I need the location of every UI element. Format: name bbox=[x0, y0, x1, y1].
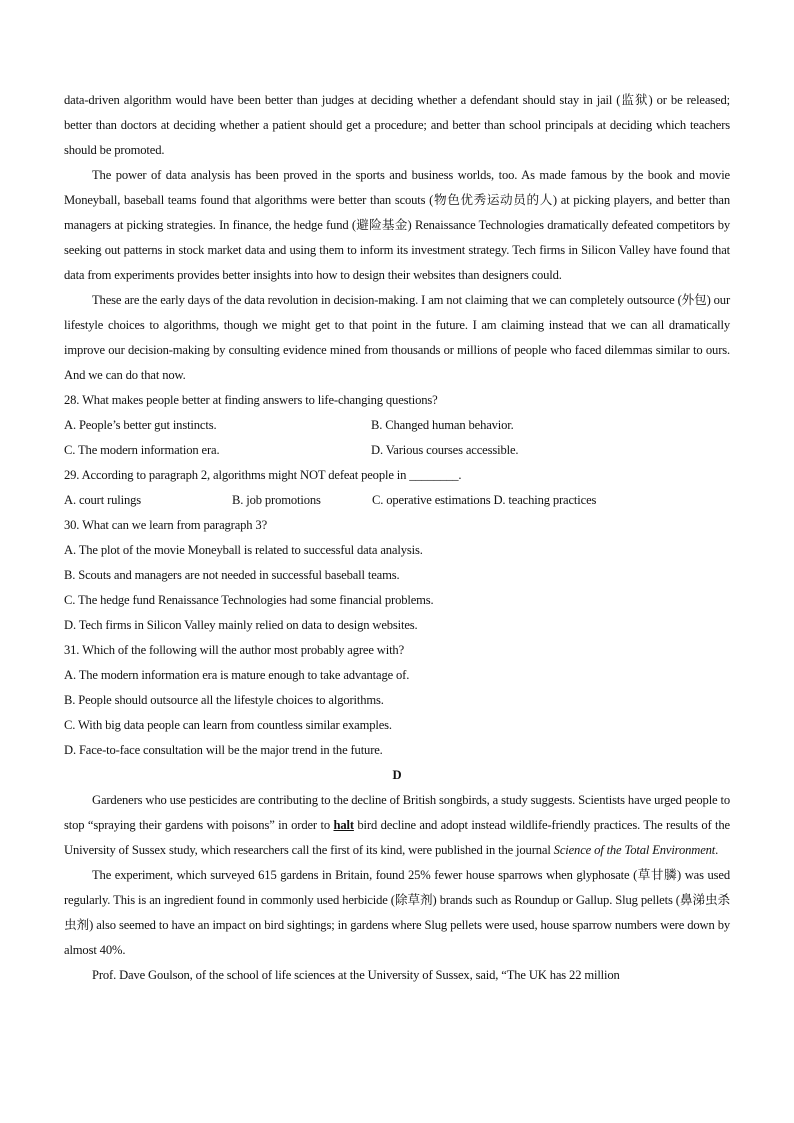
question-31-option-d: D. Face-to-face consultation will be the major trend in the future. bbox=[64, 743, 383, 757]
paragraph-1: data-driven algorithm would have been better than judges at deciding whether a defendant should stay in jail (监狱) or be released; better than doctors at deciding whether a patient should get a procedure; and better than school principals at deciding which teachers should be promoted. bbox=[64, 93, 730, 157]
question-29-option-c: C. operative estimations bbox=[372, 493, 491, 507]
document-page bbox=[64, 88, 730, 988]
question-28-stem: 28. What makes people better at finding answers to life-changing questions? bbox=[64, 393, 438, 407]
question-30-option-b: B. Scouts and managers are not needed in successful baseball teams. bbox=[64, 568, 400, 582]
question-31-option-a: A. The modern information era is mature enough to take advantage of. bbox=[64, 668, 410, 682]
question-31-stem: 31. Which of the following will the author most probably agree with? bbox=[64, 643, 405, 657]
question-29 bbox=[64, 463, 730, 513]
paragraph-2: The power of data analysis has been proved in the sports and business worlds, too. As made famous by the book and movie Moneyball, baseball teams found that algorithms were better than scouts (物色优秀运动员的人) at picking players, and better than managers at picking strategies. In finance, the hedge fund (避险基金) Renaissance Technologies dramatically defeated competitors by seeking out patterns in stock market data and using them to inform its investment strategy. Tech firms in Silicon Valley have found that data from experiments provides better insights into how to design their websites than designers could. bbox=[64, 168, 730, 282]
question-29-option-b: B. job promotions bbox=[232, 493, 321, 507]
halt-word: halt bbox=[333, 818, 354, 832]
question-28-option-a: A. People’s better gut instincts. bbox=[64, 418, 217, 432]
question-28-option-b: B. Changed human behavior. bbox=[371, 418, 514, 432]
question-31-option-b: B. People should outsource all the lifestyle choices to algorithms. bbox=[64, 693, 384, 707]
question-31-option-c: C. With big data people can learn from countless similar examples. bbox=[64, 718, 392, 732]
question-28-option-c: C. The modern information era. bbox=[64, 443, 220, 457]
question-29-option-d: D. teaching practices bbox=[493, 493, 597, 507]
question-31 bbox=[64, 638, 730, 763]
question-30-stem: 30. What can we learn from paragraph 3? bbox=[64, 518, 268, 532]
question-30-option-c: C. The hedge fund Renaissance Technologies had some financial problems. bbox=[64, 593, 434, 607]
d-paragraph-3: Prof. Dave Goulson, of the school of life sciences at the University of Sussex, said, “The UK has 22 million bbox=[92, 968, 620, 982]
question-30-option-d: D. Tech firms in Silicon Valley mainly relied on data to design websites. bbox=[64, 618, 418, 632]
question-29-stem: 29. According to paragraph 2, algorithms might NOT defeat people in ________. bbox=[64, 468, 462, 482]
d-paragraph-2: The experiment, which surveyed 615 gardens in Britain, found 25% fewer house sparrows when glyphosate (草甘膦) was used regularly. This is an ingredient found in commonly used herbicide (除草剂) brands such as Roundup or Gallup. Slug pellets (鼻涕虫杀虫剂) also seemed to have an impact on bird sightings; in gardens where Slug pellets were used, house sparrow numbers were down by almost 40%. bbox=[64, 868, 730, 957]
section-heading-d: D bbox=[392, 768, 402, 782]
paragraph-3: These are the early days of the data revolution in decision-making. I am not claiming that we can completely outsource (外包) our lifestyle choices to algorithms, though we might get to that point in the future. I am claiming instead that we can all dramatically improve our decision-making by consulting evidence mined from thousands or millions of people who faced dilemmas similar to ours. And we can do that now. bbox=[64, 293, 730, 382]
question-30-option-a: A. The plot of the movie Moneyball is related to successful data analysis. bbox=[64, 543, 423, 557]
question-28-option-d: D. Various courses accessible. bbox=[371, 443, 519, 457]
d-paragraph-1: Gardeners who use pesticides are contributing to the decline of British songbirds, a study suggests. Scientists have urged people to stop “spraying their gardens with poisons” in order to halt bird decline and adopt instead wildlife-friendly practices. The results of the University of Sussex study, which researchers call the first of its kind, were published in the journal Science of the Total Environment. bbox=[64, 793, 730, 857]
question-29-option-a: A. court rulings bbox=[64, 493, 141, 507]
question-28 bbox=[64, 388, 730, 463]
journal-title: Science of the Total Environment bbox=[553, 843, 716, 857]
question-30 bbox=[64, 513, 730, 638]
